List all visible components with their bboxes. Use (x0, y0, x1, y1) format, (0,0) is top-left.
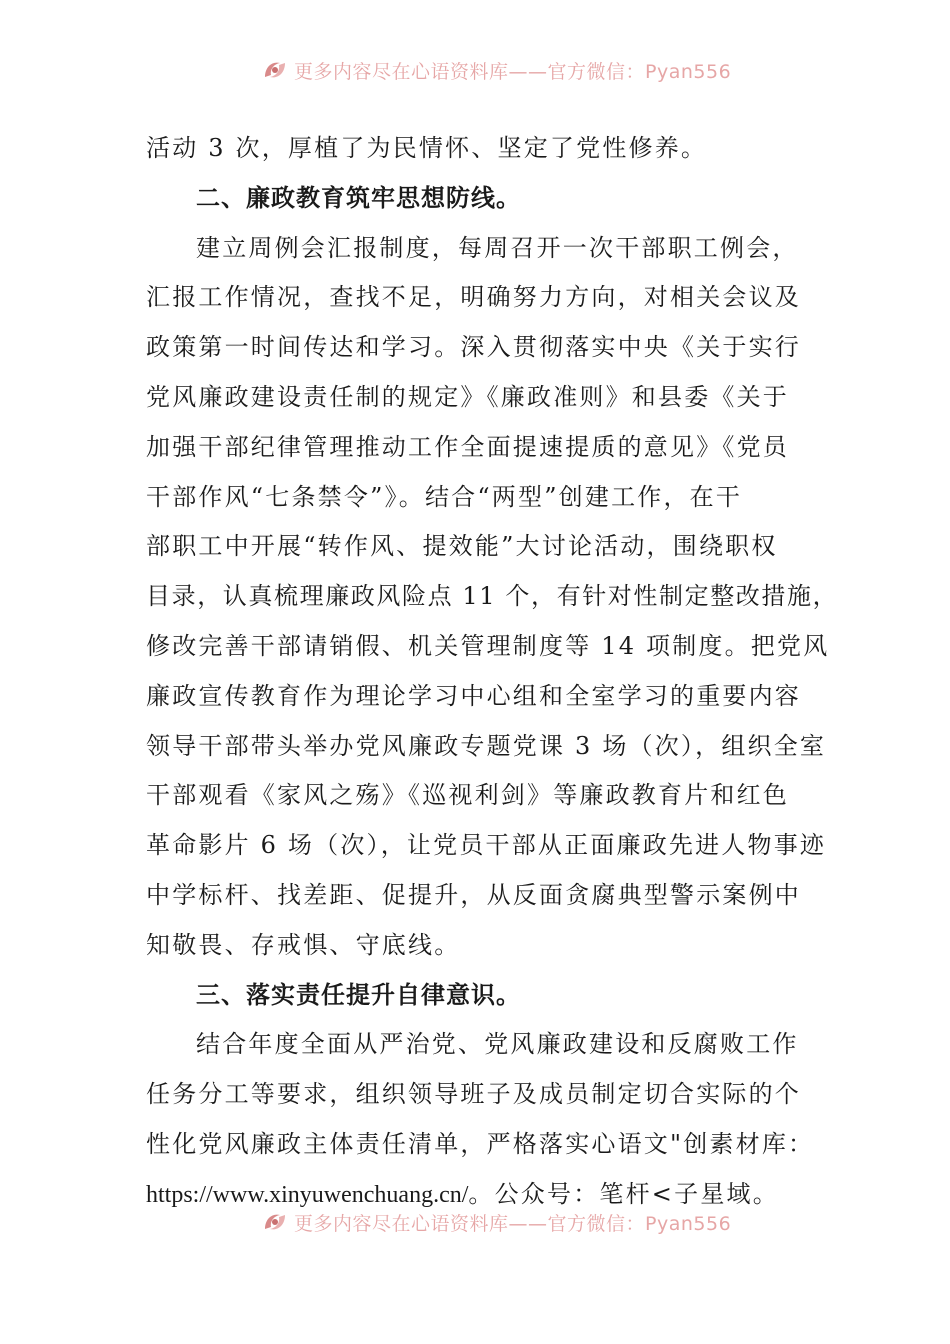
document-body (146, 124, 839, 1220)
account-text: 。公众号：笔杆<子星域。 (468, 1179, 779, 1208)
brand-logo-icon (262, 1209, 288, 1235)
paragraph-line: 党风廉政建设责任制的规定》《廉政准则》和县委《关于 (146, 382, 789, 411)
source-url: https://www.xinyuwenchuang.cn/ (146, 1181, 469, 1208)
brand-logo-icon (262, 57, 288, 83)
paragraph-line: 活动 3 次，厚植了为民情怀、坚定了党性修养。 (146, 134, 708, 162)
paragraph-line: 部职工中开展“转作风、提效能”大讨论活动，围绕职权 (146, 532, 778, 561)
paragraph-line: 干部作风“七条禁令”》。结合“两型”创建工作，在干 (146, 482, 743, 511)
paragraph-line: 政策第一时间传达和学习。深入贯彻落实中央《关于实行 (146, 333, 801, 362)
paragraph-line: 任务分工等要求，组织领导班子及成员制定切合实际的个 (146, 1080, 801, 1109)
paragraph-line: 干部观看《家风之殇》《巡视利剑》等廉政教育片和红色 (146, 781, 789, 810)
paragraph-line: 目录，认真梳理廉政风险点 11 个，有针对性制定整改措施， (146, 582, 839, 611)
footer-watermark (262, 1208, 731, 1236)
section-heading-3: 三、落实责任提升自律意识。 (196, 980, 521, 1009)
paragraph-line: 建立周例会汇报制度，每周召开一次干部职工例会， (196, 233, 799, 262)
paragraph-line: 革命影片 6 场（次），让党员干部从正面廉政先进人物事迹 (146, 831, 827, 860)
watermark-text: 更多内容尽在心语资料库——官方微信：Pyan556 (294, 60, 732, 83)
paragraph-line: 知敬畏、存戒惧、守底线。 (146, 930, 461, 959)
paragraph-line: 领导干部带头举办党风廉政专题党课 3 场（次），组织全室 (146, 731, 827, 760)
paragraph-line: 结合年度全面从严治党、党风廉政建设和反腐败工作 (196, 1030, 799, 1059)
header-watermark (262, 56, 731, 84)
paragraph-line: 性化党风廉政主体责任清单，严格落实心语文"创素材库： (146, 1129, 815, 1158)
section-heading-2: 二、廉政教育筑牢思想防线。 (196, 183, 521, 212)
paragraph-line: 修改完善干部请销假、机关管理制度等 14 项制度。把党风 (146, 631, 830, 660)
paragraph-line: 加强干部纪律管理推动工作全面提速提质的意见》《党员 (146, 432, 789, 461)
paragraph-line: 廉政宣传教育作为理论学习中心组和全室学习的重要内容 (146, 681, 801, 710)
watermark-text: 更多内容尽在心语资料库——官方微信：Pyan556 (294, 1212, 732, 1235)
paragraph-line: 汇报工作情况，查找不足，明确努力方向，对相关会议及 (146, 283, 801, 312)
paragraph-line: 中学标杆、找差距、促提升，从反面贪腐典型警示案例中 (146, 880, 801, 909)
